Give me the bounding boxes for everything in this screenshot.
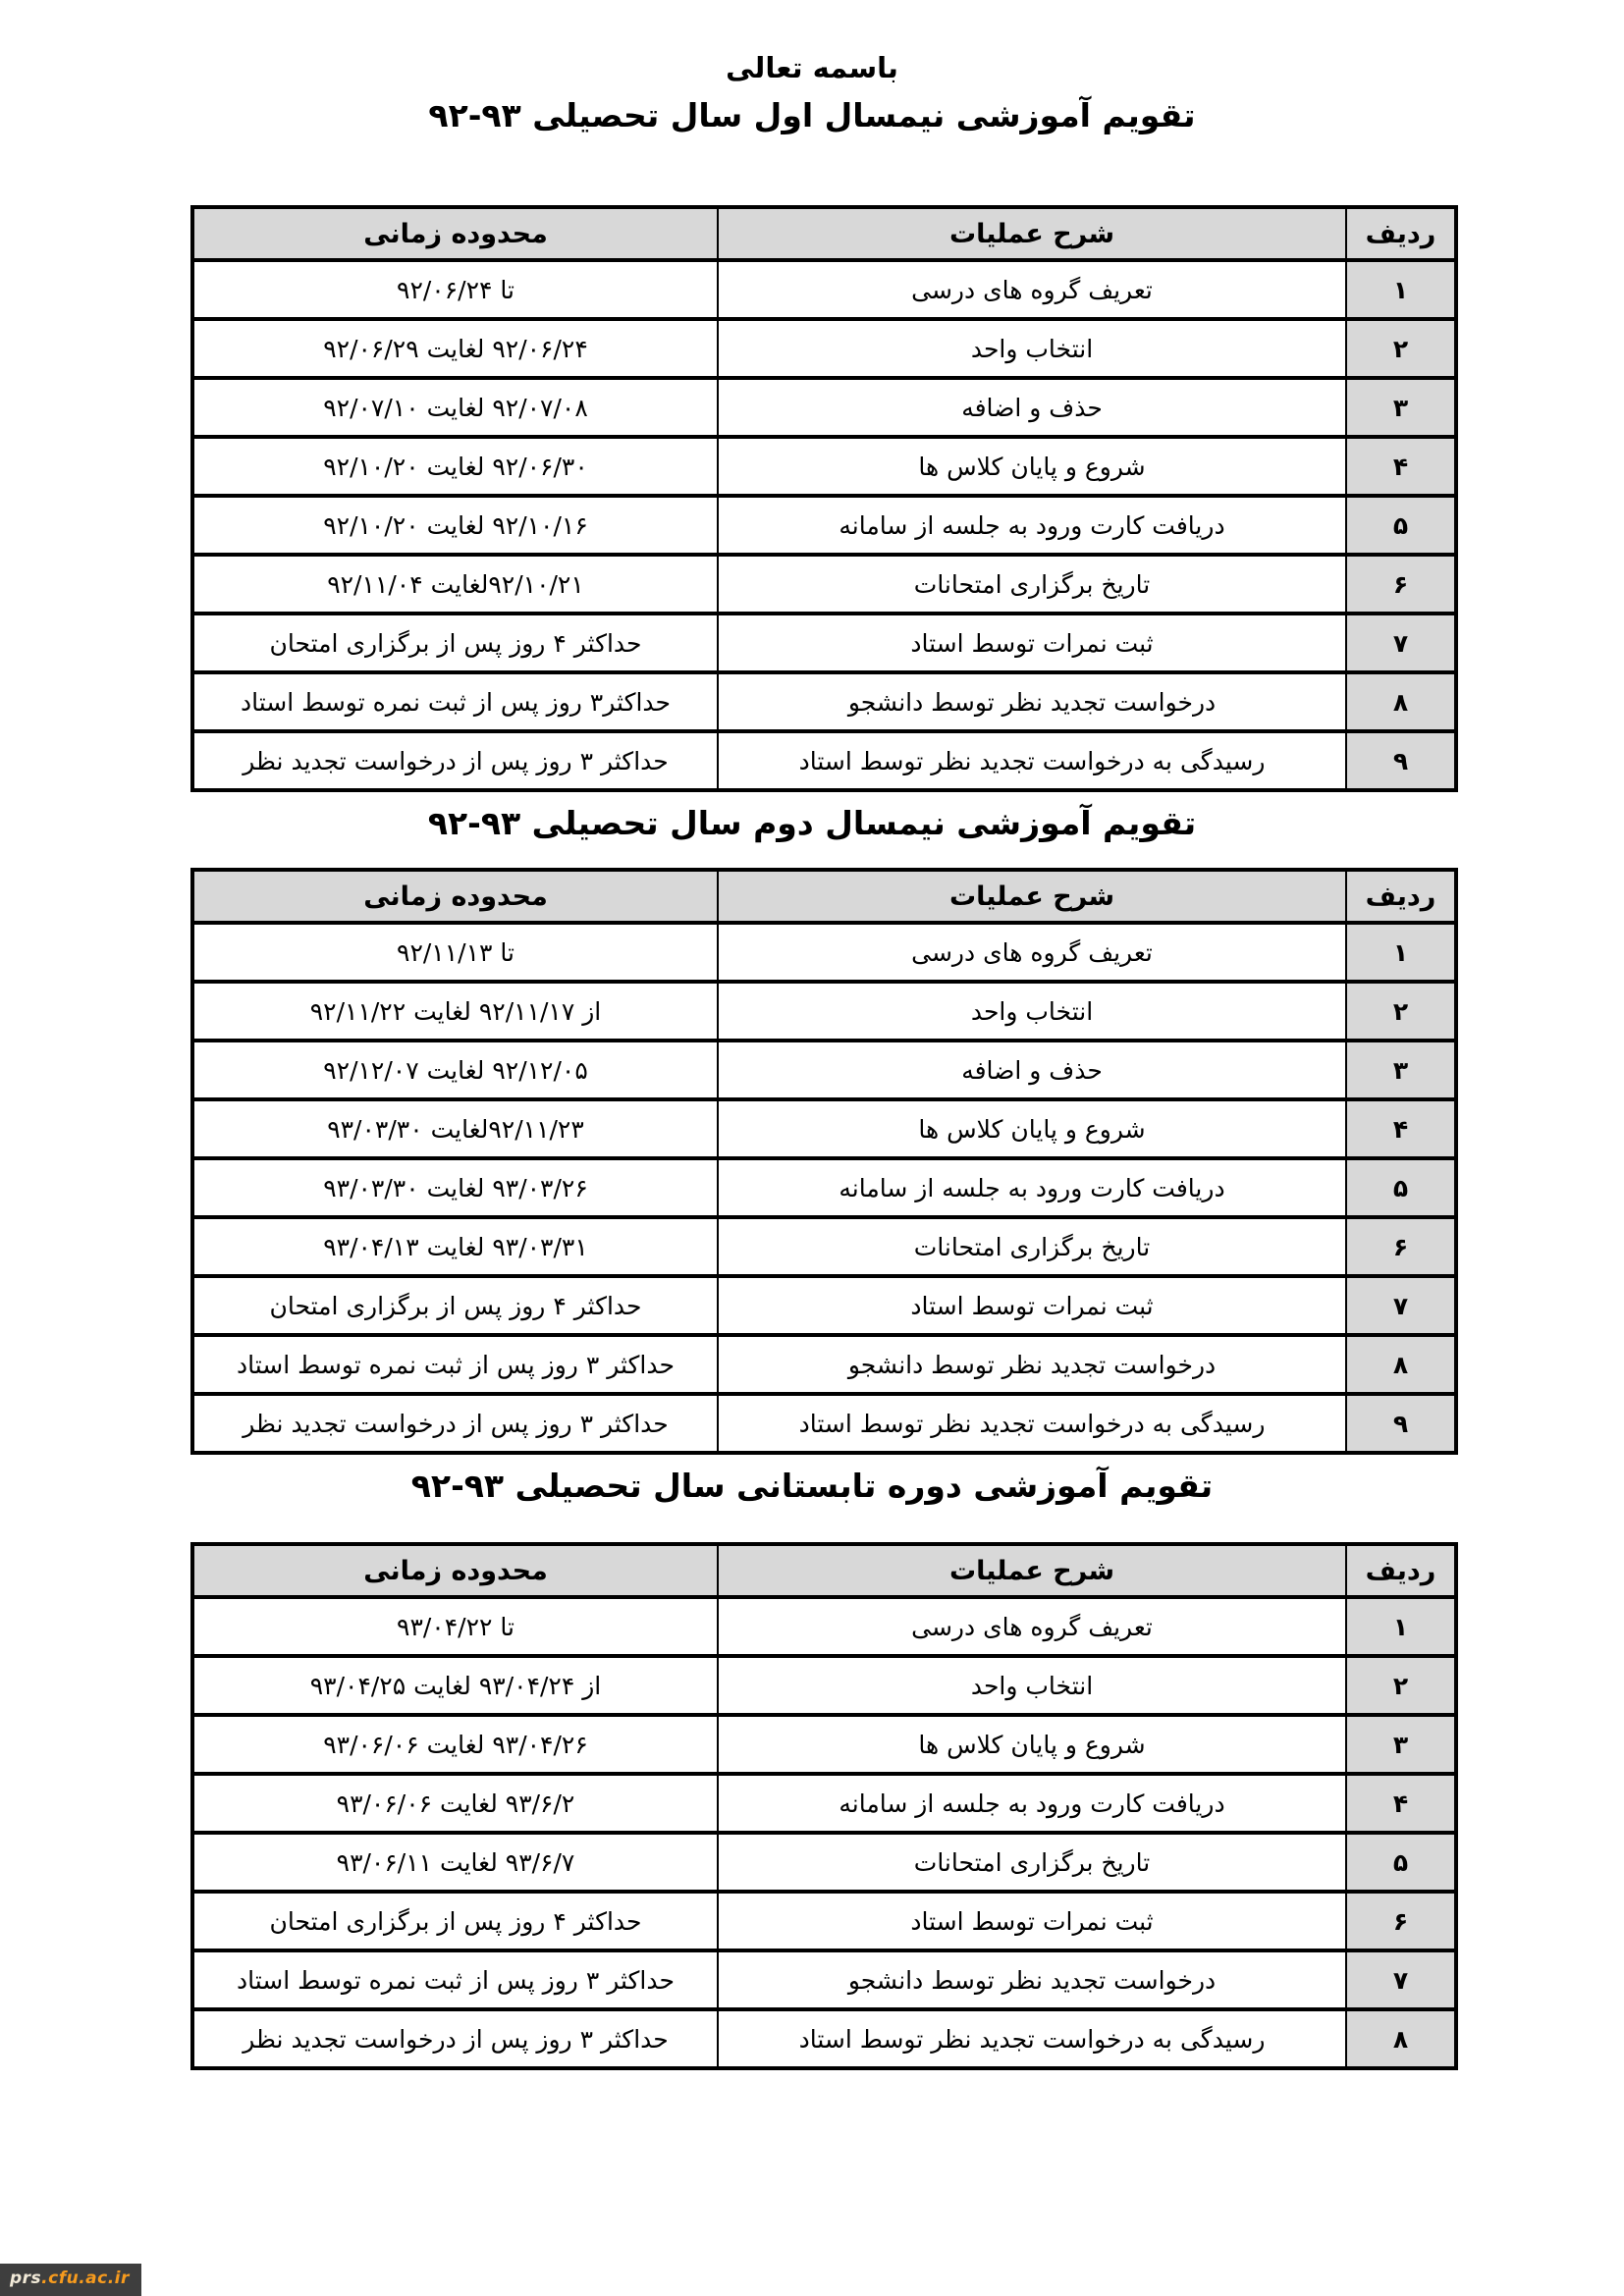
column-header-operation: شرح عملیات bbox=[718, 1544, 1346, 1597]
operation-description-cell: رسیدگی به درخواست تجدید نظر توسط استاد bbox=[718, 2009, 1346, 2068]
table-row bbox=[192, 672, 1456, 731]
table-title-first-semester: تقویم آموزشی نیمسال اول سال تحصیلی ۹۳-۹۲ bbox=[428, 96, 1196, 134]
row-number-cell: ۴ bbox=[1346, 1099, 1456, 1158]
table-row bbox=[192, 319, 1456, 378]
watermark-domain: .cfu.ac.ir bbox=[41, 2269, 130, 2288]
operation-description-cell: شروع و پایان کلاس ها bbox=[718, 1715, 1346, 1774]
operation-description-cell: شروع و پایان کلاس ها bbox=[718, 437, 1346, 496]
operation-description-cell: درخواست تجدید نظر توسط دانشجو bbox=[718, 1335, 1346, 1394]
row-number-cell: ۱ bbox=[1346, 923, 1456, 982]
column-header-time-range: محدوده زمانی bbox=[192, 870, 718, 923]
table-row bbox=[192, 1656, 1456, 1715]
row-number-cell: ۷ bbox=[1346, 614, 1456, 672]
operation-description-cell: دریافت کارت ورود به جلسه از سامانه bbox=[718, 1774, 1346, 1833]
site-watermark-badge bbox=[0, 2264, 141, 2296]
column-header-operation: شرح عملیات bbox=[718, 870, 1346, 923]
row-number-cell: ۳ bbox=[1346, 1715, 1456, 1774]
operation-description-cell: تعریف گروه های درسی bbox=[718, 923, 1346, 982]
table-row bbox=[192, 731, 1456, 790]
table-row bbox=[192, 2009, 1456, 2068]
table-row bbox=[192, 1217, 1456, 1276]
operation-description-cell: انتخاب واحد bbox=[718, 982, 1346, 1041]
time-range-cell: حداکثر ۴ روز پس از برگزاری امتحان bbox=[192, 1276, 718, 1335]
table-row bbox=[192, 1041, 1456, 1099]
row-number-cell: ۸ bbox=[1346, 672, 1456, 731]
time-range-cell: ۹۲/۰۷/۰۸ لغایت ۹۲/۰۷/۱۰ bbox=[192, 378, 718, 437]
table-header-row bbox=[192, 1544, 1456, 1597]
time-range-cell: ۹۳/۰۳/۲۶ لغایت ۹۳/۰۳/۳۰ bbox=[192, 1158, 718, 1217]
time-range-cell: حداکثر ۳ روز پس از ثبت نمره توسط استاد bbox=[192, 1950, 718, 2009]
operation-description-cell: تاریخ برگزاری امتحانات bbox=[718, 1217, 1346, 1276]
time-range-cell: حداکثر ۳ روز پس از درخواست تجدید نظر bbox=[192, 731, 718, 790]
operation-description-cell: دریافت کارت ورود به جلسه از سامانه bbox=[718, 496, 1346, 555]
operation-description-cell: حذف و اضافه bbox=[718, 378, 1346, 437]
table-row bbox=[192, 982, 1456, 1041]
column-header-row-number: ردیف bbox=[1346, 207, 1456, 260]
row-number-cell: ۳ bbox=[1346, 1041, 1456, 1099]
operation-description-cell: انتخاب واحد bbox=[718, 319, 1346, 378]
row-number-cell: ۱ bbox=[1346, 1597, 1456, 1656]
operation-description-cell: درخواست تجدید نظر توسط دانشجو bbox=[718, 1950, 1346, 2009]
column-header-operation: شرح عملیات bbox=[718, 207, 1346, 260]
table-row bbox=[192, 1597, 1456, 1656]
calendar-table-second-semester bbox=[190, 868, 1458, 1455]
column-header-time-range: محدوده زمانی bbox=[192, 1544, 718, 1597]
table-row bbox=[192, 1158, 1456, 1217]
row-number-cell: ۴ bbox=[1346, 437, 1456, 496]
calendar-table-first-semester bbox=[190, 205, 1458, 792]
column-header-time-range: محدوده زمانی bbox=[192, 207, 718, 260]
time-range-cell: حداکثر ۴ روز پس از برگزاری امتحان bbox=[192, 614, 718, 672]
row-number-cell: ۹ bbox=[1346, 731, 1456, 790]
row-number-cell: ۵ bbox=[1346, 1158, 1456, 1217]
time-range-cell: حداکثر ۴ روز پس از برگزاری امتحان bbox=[192, 1892, 718, 1950]
operation-description-cell: شروع و پایان کلاس ها bbox=[718, 1099, 1346, 1158]
row-number-cell: ۸ bbox=[1346, 2009, 1456, 2068]
time-range-cell: ۹۳/۰۳/۳۱ لغایت ۹۳/۰۴/۱۳ bbox=[192, 1217, 718, 1276]
operation-description-cell: تاریخ برگزاری امتحانات bbox=[718, 1833, 1346, 1892]
table-header-row bbox=[192, 870, 1456, 923]
table-row bbox=[192, 378, 1456, 437]
operation-description-cell: تاریخ برگزاری امتحانات bbox=[718, 555, 1346, 614]
row-number-cell: ۷ bbox=[1346, 1950, 1456, 2009]
table-row bbox=[192, 1774, 1456, 1833]
operation-description-cell: ثبت نمرات توسط استاد bbox=[718, 614, 1346, 672]
operation-description-cell: تعریف گروه های درسی bbox=[718, 260, 1346, 319]
table-row bbox=[192, 1715, 1456, 1774]
table-row bbox=[192, 1099, 1456, 1158]
row-number-cell: ۲ bbox=[1346, 1656, 1456, 1715]
table-row bbox=[192, 1394, 1456, 1453]
table-row bbox=[192, 1833, 1456, 1892]
time-range-cell: تا ۹۲/۱۱/۱۳ bbox=[192, 923, 718, 982]
row-number-cell: ۵ bbox=[1346, 1833, 1456, 1892]
watermark-prefix: prs bbox=[10, 2269, 42, 2288]
operation-description-cell: ثبت نمرات توسط استاد bbox=[718, 1892, 1346, 1950]
bismillah-heading: باسمه تعالی bbox=[726, 51, 898, 84]
row-number-cell: ۳ bbox=[1346, 378, 1456, 437]
operation-description-cell: دریافت کارت ورود به جلسه از سامانه bbox=[718, 1158, 1346, 1217]
row-number-cell: ۵ bbox=[1346, 496, 1456, 555]
column-header-row-number: ردیف bbox=[1346, 1544, 1456, 1597]
operation-description-cell: ثبت نمرات توسط استاد bbox=[718, 1276, 1346, 1335]
time-range-cell: ۹۲/۰۶/۲۴ لغایت ۹۲/۰۶/۲۹ bbox=[192, 319, 718, 378]
time-range-cell: ۹۳/۰۴/۲۶ لغایت ۹۳/۰۶/۰۶ bbox=[192, 1715, 718, 1774]
table-title-summer-term: تقویم آموزشی دوره تابستانی سال تحصیلی ۹۳-۹۲ bbox=[410, 1467, 1214, 1505]
operation-description-cell: حذف و اضافه bbox=[718, 1041, 1346, 1099]
time-range-cell: از ۹۳/۰۴/۲۴ لغایت ۹۳/۰۴/۲۵ bbox=[192, 1656, 718, 1715]
row-number-cell: ۹ bbox=[1346, 1394, 1456, 1453]
table-row bbox=[192, 1335, 1456, 1394]
time-range-cell: ۹۳/۶/۲ لغایت ۹۳/۰۶/۰۶ bbox=[192, 1774, 718, 1833]
row-number-cell: ۴ bbox=[1346, 1774, 1456, 1833]
operation-description-cell: تعریف گروه های درسی bbox=[718, 1597, 1346, 1656]
table-header-row bbox=[192, 207, 1456, 260]
time-range-cell: تا ۹۳/۰۴/۲۲ bbox=[192, 1597, 718, 1656]
time-range-cell: تا ۹۲/۰۶/۲۴ bbox=[192, 260, 718, 319]
time-range-cell: ۹۲/۱۲/۰۵ لغایت ۹۲/۱۲/۰۷ bbox=[192, 1041, 718, 1099]
time-range-cell: ۹۲/۱۰/۱۶ لغایت ۹۲/۱۰/۲۰ bbox=[192, 496, 718, 555]
time-range-cell: حداکثر ۳ روز پس از درخواست تجدید نظر bbox=[192, 1394, 718, 1453]
time-range-cell: حداکثر۳ روز پس از ثبت نمره توسط استاد bbox=[192, 672, 718, 731]
table-row bbox=[192, 555, 1456, 614]
row-number-cell: ۶ bbox=[1346, 1892, 1456, 1950]
table-row bbox=[192, 1950, 1456, 2009]
time-range-cell: ۹۳/۶/۷ لغایت ۹۳/۰۶/۱۱ bbox=[192, 1833, 718, 1892]
row-number-cell: ۱ bbox=[1346, 260, 1456, 319]
operation-description-cell: درخواست تجدید نظر توسط دانشجو bbox=[718, 672, 1346, 731]
row-number-cell: ۶ bbox=[1346, 1217, 1456, 1276]
row-number-cell: ۶ bbox=[1346, 555, 1456, 614]
table-row bbox=[192, 260, 1456, 319]
table-row bbox=[192, 923, 1456, 982]
column-header-row-number: ردیف bbox=[1346, 870, 1456, 923]
time-range-cell: ۹۲/۰۶/۳۰ لغایت ۹۲/۱۰/۲۰ bbox=[192, 437, 718, 496]
calendar-table-summer-term bbox=[190, 1542, 1458, 2070]
table-title-second-semester: تقویم آموزشی نیمسال دوم سال تحصیلی ۹۳-۹۲ bbox=[427, 804, 1197, 842]
operation-description-cell: انتخاب واحد bbox=[718, 1656, 1346, 1715]
time-range-cell: از ۹۲/۱۱/۱۷ لغایت ۹۲/۱۱/۲۲ bbox=[192, 982, 718, 1041]
table-row bbox=[192, 1892, 1456, 1950]
table-row bbox=[192, 496, 1456, 555]
table-row bbox=[192, 437, 1456, 496]
row-number-cell: ۸ bbox=[1346, 1335, 1456, 1394]
row-number-cell: ۷ bbox=[1346, 1276, 1456, 1335]
table-row bbox=[192, 614, 1456, 672]
row-number-cell: ۲ bbox=[1346, 982, 1456, 1041]
operation-description-cell: رسیدگی به درخواست تجدید نظر توسط استاد bbox=[718, 1394, 1346, 1453]
time-range-cell: ۹۲/۱۱/۲۳لغایت ۹۳/۰۳/۳۰ bbox=[192, 1099, 718, 1158]
time-range-cell: حداکثر ۳ روز پس از ثبت نمره توسط استاد bbox=[192, 1335, 718, 1394]
row-number-cell: ۲ bbox=[1346, 319, 1456, 378]
operation-description-cell: رسیدگی به درخواست تجدید نظر توسط استاد bbox=[718, 731, 1346, 790]
time-range-cell: حداکثر ۳ روز پس از درخواست تجدید نظر bbox=[192, 2009, 718, 2068]
table-row bbox=[192, 1276, 1456, 1335]
time-range-cell: ۹۲/۱۰/۲۱لغایت ۹۲/۱۱/۰۴ bbox=[192, 555, 718, 614]
